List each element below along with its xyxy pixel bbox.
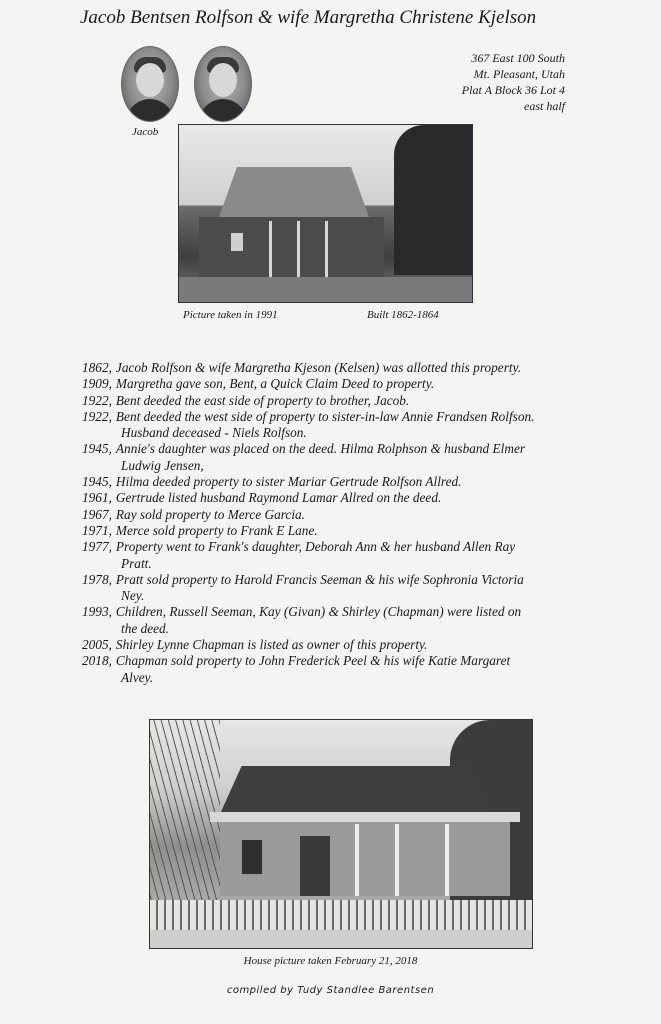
history-year: 1945, (82, 441, 112, 457)
compiled-by: compiled by Tudy Standlee Barentsen (226, 985, 435, 996)
history-year: 2018, (82, 653, 112, 669)
history-continuation: Ludwig Jensen, (121, 457, 204, 473)
history-year: 1945, (82, 474, 112, 490)
history-year: 1967, (82, 506, 112, 522)
history-entry (82, 637, 602, 653)
portrait-jacob (121, 46, 179, 122)
history-entry (82, 653, 602, 669)
history-continuation: Husband deceased - Niels Rolfson. (121, 425, 307, 441)
history-entry (82, 474, 602, 490)
history-text: Children, Russell Seeman, Kay (Givan) & Shirley (Chapman) were listed on (115, 604, 522, 620)
photo1-caption-date: Picture taken in 1991 (183, 309, 278, 321)
history-entry (82, 360, 602, 376)
history-text: Bent deeded the west side of property to sister-in-law Annie Frandsen Rolfson. (115, 408, 535, 424)
history-text: Property went to Frank's daughter, Deborah Ann & her husband Allen Ray (115, 539, 516, 555)
history-text: Shirley Lynne Chapman is listed as owner of this property. (115, 637, 428, 653)
history-year: 1961, (82, 490, 112, 506)
history-entry (82, 523, 602, 539)
history-entry (82, 409, 602, 425)
property-address (462, 50, 565, 114)
history-year: 1922, (82, 392, 112, 408)
portrait-caption-jacob: Jacob (132, 126, 159, 138)
history-text: Chapman sold property to John Frederick Peel & his wife Katie Margaret (115, 653, 511, 669)
history-entry (82, 507, 602, 523)
history-entry (82, 490, 602, 506)
photo2-caption: House picture taken February 21, 2018 (243, 955, 418, 967)
ownership-history (82, 360, 602, 686)
history-continuation: Alvey. (121, 669, 154, 685)
history-entry (82, 376, 602, 392)
house-photo-1991 (178, 124, 473, 303)
history-entry (82, 539, 602, 555)
history-text: Gertrude listed husband Raymond Lamar Allred on the deed. (115, 490, 442, 506)
address-line: Plat A Block 36 Lot 4 (461, 83, 565, 97)
history-year: 2005, (82, 637, 112, 653)
history-entry (82, 393, 602, 409)
history-year: 1971, (82, 522, 112, 538)
history-text: Jacob Rolfson & wife Margretha Kjeson (Kelsen) was allotted this property. (115, 360, 522, 375)
history-year: 1922, (82, 408, 112, 424)
photo1-caption-built: Built 1862-1864 (367, 309, 439, 321)
history-entry (82, 441, 602, 457)
history-year: 1978, (82, 571, 112, 587)
history-year: 1977, (82, 539, 112, 555)
portrait-margretha (194, 46, 252, 122)
history-text: Margretha gave son, Bent, a Quick Claim Deed to property. (115, 376, 435, 392)
history-continuation: Ney. (121, 588, 145, 604)
page-title: Jacob Bentsen Rolfson & wife Margretha Christene Kjelson (80, 7, 537, 28)
history-text: Hilma deeded property to sister Mariar Gertrude Rolfson Allred. (115, 474, 462, 490)
history-text: Merce sold property to Frank E Lane. (115, 522, 318, 538)
history-year: 1862, (82, 360, 112, 375)
history-year: 1909, (82, 376, 112, 392)
history-continuation: the deed. (121, 620, 169, 636)
history-year: 1993, (82, 604, 112, 620)
history-text: Pratt sold property to Harold Francis Seeman & his wife Sophronia Victoria (115, 571, 524, 587)
history-text: Ray sold property to Merce Garcia. (115, 506, 305, 522)
house-photo-2018 (149, 719, 533, 949)
address-line: 367 East 100 South (471, 51, 565, 65)
history-entry (82, 604, 602, 620)
history-continuation: Pratt. (121, 555, 152, 571)
history-text: Annie's daughter was placed on the deed. Hilma Rolphson & husband Elmer (115, 441, 526, 457)
history-text: Bent deeded the east side of property to brother, Jacob. (115, 392, 410, 408)
history-entry (82, 572, 602, 588)
address-line: east half (524, 99, 565, 113)
address-line: Mt. Pleasant, Utah (473, 67, 565, 81)
